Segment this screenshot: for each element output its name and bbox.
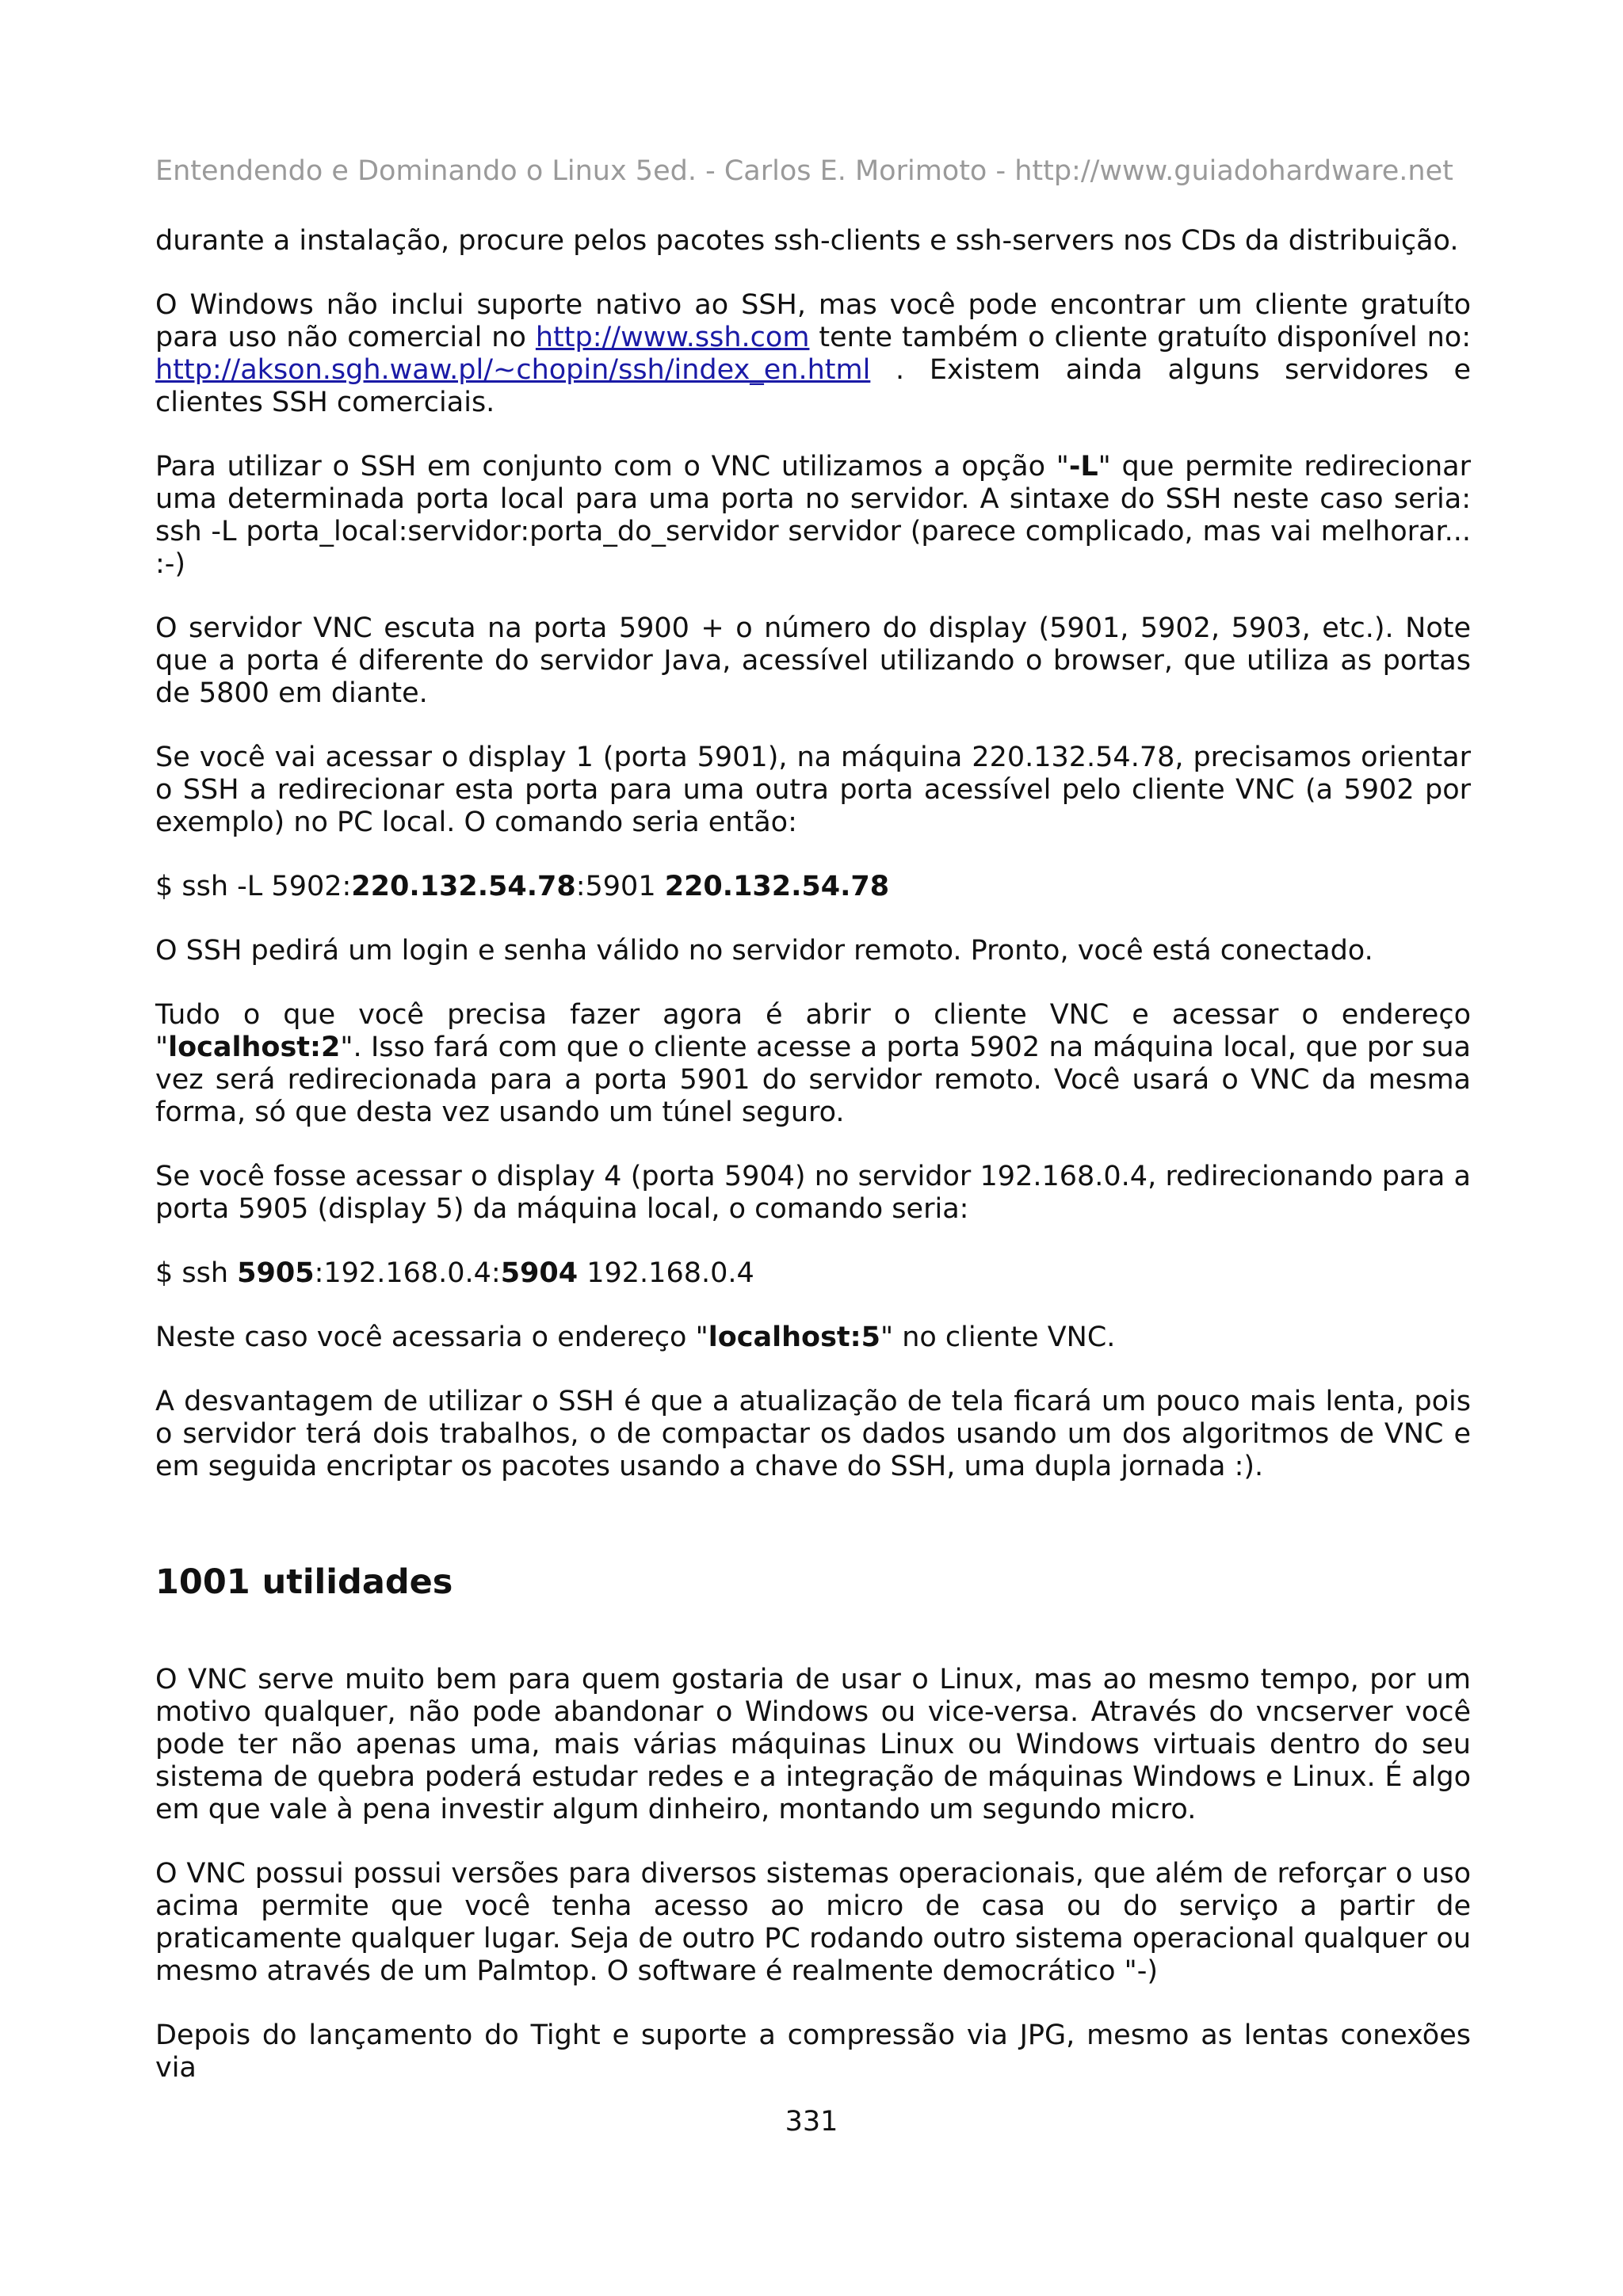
option-L: -L xyxy=(1068,451,1098,482)
page-body xyxy=(155,225,1471,2084)
localhost-2: localhost:2 xyxy=(168,1032,341,1063)
paragraph-10: A desvantagem de utilizar o SSH é que a atualização de tela ficará um pouco mais lenta, pois o servidor terá dois trabalhos, o de compactar os dados usando um dos algoritmos de VNC e em seguida encriptar os pacotes usando a chave do SSH, uma dupla jornada :). xyxy=(155,1386,1471,1482)
paragraph-7-text-a: Tudo o que você precisa fazer agora é abrir o cliente VNC e acessar o endereço " xyxy=(155,999,1471,1063)
akson-ssh-link[interactable]: http://akson.sgh.waw.pl/~chopin/ssh/index_en.html xyxy=(155,354,871,386)
section-heading: 1001 utilidades xyxy=(155,1562,453,1602)
paragraph-3 xyxy=(155,451,1471,581)
command-2-port-a: 5905 xyxy=(237,1257,315,1289)
paragraph-4: O servidor VNC escuta na porta 5900 + o número do display (5901, 5902, 5903, etc.). Note que a porta é diferente do servidor Java, acessível utilizando o browser, que utiliza as portas de 5800 em diante. xyxy=(155,612,1471,709)
paragraph-9-text-a: Neste caso você acessaria o endereço " xyxy=(155,1322,708,1353)
localhost-5: localhost:5 xyxy=(708,1322,880,1353)
paragraph-11: O VNC serve muito bem para quem gostaria de usar o Linux, mas ao mesmo tempo, por um motivo qualquer, não pode abandonar o Windows ou vice-versa. Através do vncserver você pode ter não apenas uma, mais várias máquinas Linux ou Windows virtuais dentro do seu sistema de quebra poderá estudar redes e a integração de máquinas Windows e Linux. É algo em que vale à pena investir algum dinheiro, montando um segundo micro. xyxy=(155,1664,1471,1825)
paragraph-2-text-a: O Windows não inclui suporte nativo ao SSH, mas você pode encontrar um cliente gratuíto para uso não comercial no xyxy=(155,289,1471,353)
command-1-host-b: 220.132.54.78 xyxy=(664,871,890,902)
ssh-com-link[interactable]: http://www.ssh.com xyxy=(535,322,810,353)
running-header: Entendendo e Dominando o Linux 5ed. - Carlos E. Morimoto - http://www.guiadohardware.net xyxy=(155,155,1453,187)
paragraph-7-text-b: ". Isso fará com que o cliente acesse a porta 5902 na máquina local, que por sua vez será redirecionada para a porta 5901 do servidor remoto. Você usará o VNC da mesma forma, só que desta vez usando um túnel seguro. xyxy=(155,1032,1471,1128)
command-1-host-a: 220.132.54.78 xyxy=(351,871,576,902)
command-line-2 xyxy=(155,1257,1471,1290)
paragraph-2-text-b: tente também o cliente gratuíto disponível no: xyxy=(809,322,1471,353)
paragraph-1: durante a instalação, procure pelos pacotes ssh-clients e ssh-servers nos CDs da distribuição. xyxy=(155,225,1459,257)
paragraph-9 xyxy=(155,1322,1471,1354)
paragraph-12: O VNC possui possui versões para diversos sistemas operacionais, que além de reforçar o uso acima permite que você tenha acesso ao micro de casa ou do serviço a partir de praticamente qualquer lugar. Seja de outro PC rodando outro sistema operacional qualquer ou mesmo através de um Palmtop. O software é realmente democrático "-) xyxy=(155,1858,1471,1987)
command-2-text-c: 192.168.0.4 xyxy=(578,1257,754,1289)
paragraph-3-text-b: " que permite redirecionar uma determinada porta local para uma porta no servidor. A sintaxe do SSH neste caso seria: ssh -L porta_local:servidor:porta_do_servidor servidor (parece complicado, mas vai melhorar... :-) xyxy=(155,451,1472,580)
paragraph-3-text-a: Para utilizar o SSH em conjunto com o VNC utilizamos a opção " xyxy=(155,451,1069,482)
command-line-1 xyxy=(155,871,1471,903)
page-number: 331 xyxy=(785,2106,838,2138)
paragraph-9-text-b: " no cliente VNC. xyxy=(880,1322,1116,1353)
paragraph-2 xyxy=(155,289,1471,419)
paragraph-6: O SSH pedirá um login e senha válido no servidor remoto. Pronto, você está conectado. xyxy=(155,935,1373,967)
command-2-text-b: :192.168.0.4: xyxy=(314,1257,501,1289)
paragraph-8: Se você fosse acessar o display 4 (porta 5904) no servidor 192.168.0.4, redirecionando para a porta 5905 (display 5) da máquina local, o comando seria: xyxy=(155,1161,1471,1225)
paragraph-2-text-c: . Existem ainda alguns servidores e clientes SSH comerciais. xyxy=(155,354,1471,418)
paragraph-13: Depois do lançamento do Tight e suporte a compressão via JPG, mesmo as lentas conexões via xyxy=(155,2019,1471,2084)
command-1-text-a: $ ssh -L 5902: xyxy=(155,871,352,902)
command-2-text-a: $ ssh xyxy=(155,1257,238,1289)
command-1-text-b: :5901 xyxy=(575,871,665,902)
paragraph-5: Se você vai acessar o display 1 (porta 5901), na máquina 220.132.54.78, precisamos orientar o SSH a redirecionar esta porta para uma outra porta acessível pelo cliente VNC (a 5902 por exemplo) no PC local. O comando seria então: xyxy=(155,742,1471,838)
paragraph-7 xyxy=(155,999,1471,1129)
command-2-port-b: 5904 xyxy=(500,1257,579,1289)
